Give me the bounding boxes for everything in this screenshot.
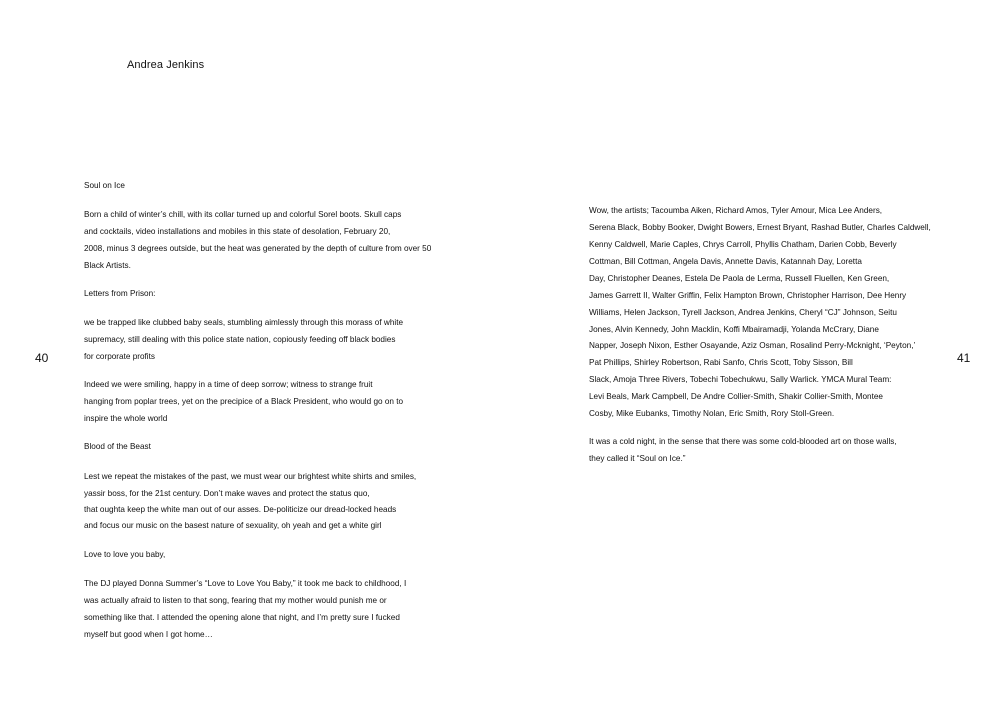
text-line: and cocktails, video installations and mobiles in this state of desolation, February 20,: [84, 227, 391, 236]
text-line: Slack, Amoja Three Rivers, Tobechi Tobechukwu, Sally Warlick. YMCA Mural Team:: [589, 375, 892, 384]
text-line: The DJ played Donna Summer’s “Love to Love You Baby,” it took me back to childhood, I: [84, 579, 407, 588]
text-line: supremacy, still dealing with this police state nation, copiously feeding off black bodies: [84, 335, 396, 344]
text-line: they called it “Soul on Ice.”: [589, 454, 686, 463]
text-line: Serena Black, Bobby Booker, Dwight Bowers, Ernest Bryant, Rashad Butler, Charles Caldwell,: [589, 223, 931, 232]
text-line: Born a child of winter’s chill, with its collar turned up and colorful Sorel boots. Skull caps: [84, 210, 402, 219]
text-line: Levi Beals, Mark Campbell, De Andre Collier-Smith, Shakir Collier-Smith, Montee: [589, 392, 883, 401]
text-line: we be trapped like clubbed baby seals, stumbling aimlessly through this morass of white: [84, 318, 404, 327]
text-line: hanging from poplar trees, yet on the precipice of a Black President, who would go on to: [84, 397, 404, 406]
section-heading: Blood of the Beast: [84, 442, 151, 451]
text-line: Wow, the artists; Tacoumba Aiken, Richard Amos, Tyler Amour, Mica Lee Anders,: [589, 206, 883, 215]
section-heading: Letters from Prison:: [84, 289, 156, 298]
running-head-author: Andrea Jenkins: [127, 59, 205, 71]
text-line: Black Artists.: [84, 261, 131, 270]
text-line: Lest we repeat the mistakes of the past, we must wear our brightest white shirts and smiles,: [84, 472, 417, 481]
text-line: Day, Christopher Deanes, Estela De Paola de Lerma, Russell Fluellen, Ken Green,: [589, 274, 890, 283]
text-line: myself but good when I got home…: [84, 630, 213, 639]
text-line: that oughta keep the white man out of our asses. De-politicize our dread-locked heads: [84, 505, 397, 514]
page-number-left: 40: [35, 351, 49, 365]
text-line: Kenny Caldwell, Marie Caples, Chrys Carroll, Phyllis Chatham, Darien Cobb, Beverly: [589, 240, 897, 249]
section-heading: Soul on Ice: [84, 181, 125, 190]
text-line: James Garrett II, Walter Griffin, Felix Hampton Brown, Christopher Harrison, Dee Henry: [589, 291, 907, 300]
text-line: was actually afraid to listen to that song, fearing that my mother would punish me or: [84, 596, 387, 605]
text-line: 2008, minus 3 degrees outside, but the heat was generated by the depth of culture from over 50: [84, 244, 432, 253]
text-line: Cosby, Mike Eubanks, Timothy Nolan, Eric Smith, Rory Stoll-Green.: [589, 409, 835, 418]
text-line: Pat Phillips, Shirley Robertson, Rabi Sanfo, Chris Scott, Toby Sisson, Bill: [589, 358, 853, 367]
text-line: for corporate profits: [84, 352, 155, 361]
text-line: It was a cold night, in the sense that there was some cold-blooded art on those walls,: [589, 437, 897, 446]
page-number-right: 41: [957, 351, 971, 365]
text-line: yassir boss, for the 21st century. Don’t make waves and protect the status quo,: [84, 489, 370, 498]
text-line: Napper, Joseph Nixon, Esther Osayande, Aziz Osman, Rosalind Perry-Mcknight, ‘Peyton,’: [589, 341, 916, 350]
section-heading: Love to love you baby,: [84, 550, 166, 559]
text-line: Jones, Alvin Kennedy, John Macklin, Koffi Mbairamadji, Yolanda McCrary, Diane: [589, 325, 879, 334]
text-line: and focus our music on the basest nature of sexuality, oh yeah and get a white girl: [84, 521, 382, 530]
text-line: Indeed we were smiling, happy in a time of deep sorrow; witness to strange fruit: [84, 380, 373, 389]
text-line: Cottman, Bill Cottman, Angela Davis, Annette Davis, Katannah Day, Loretta: [589, 257, 862, 266]
text-line: inspire the whole world: [84, 414, 168, 423]
text-line: something like that. I attended the opening alone that night, and I’m pretty sure I fucked: [84, 613, 400, 622]
text-line: Williams, Helen Jackson, Tyrell Jackson, Andrea Jenkins, Cheryl “CJ” Johnson, Seitu: [589, 308, 897, 317]
